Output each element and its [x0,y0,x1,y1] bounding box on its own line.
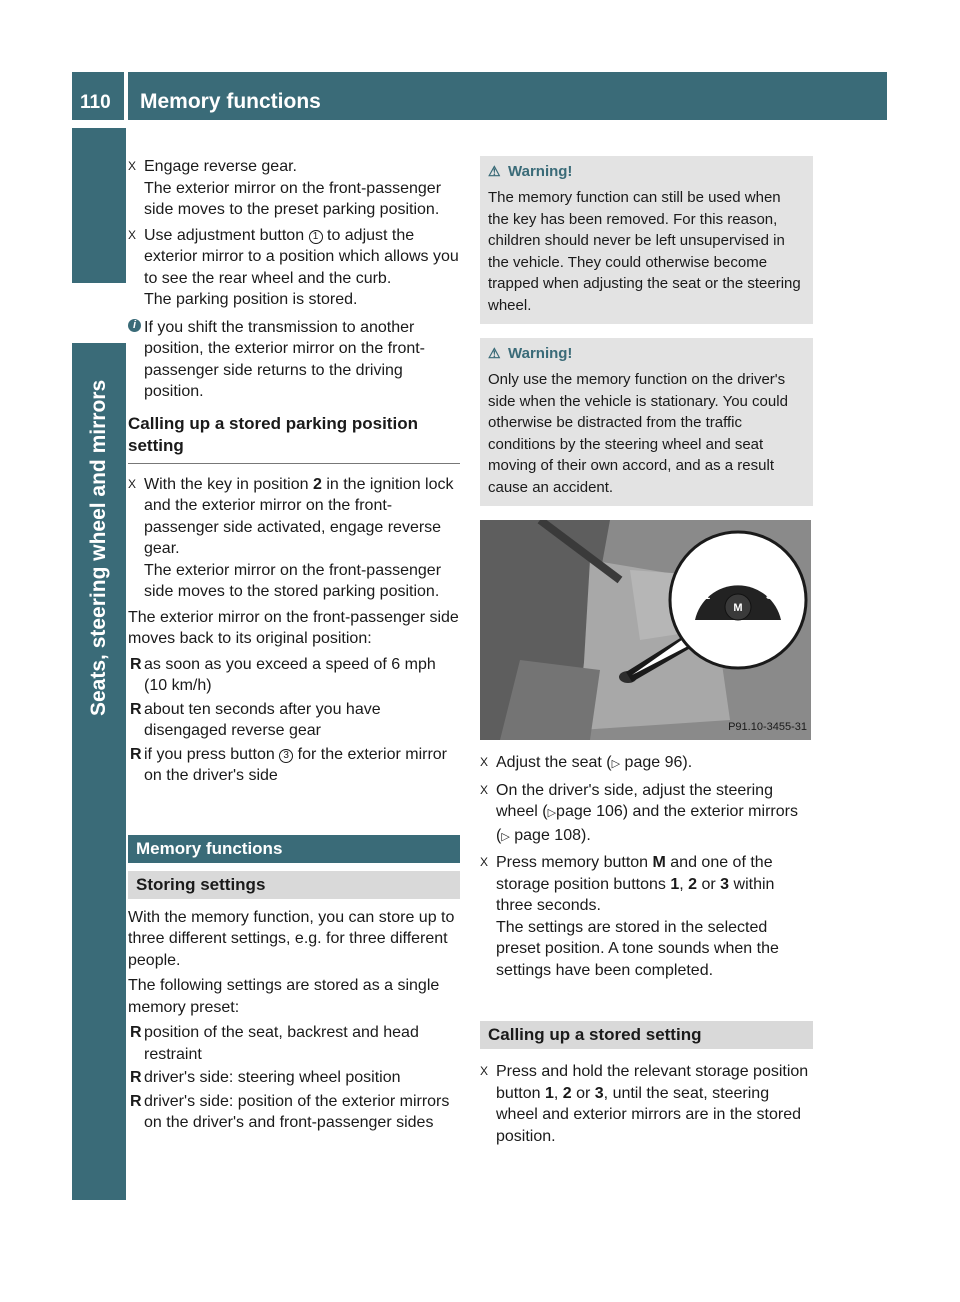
warning-icon: ⚠ [488,163,501,179]
bullet-icon: R [130,1024,142,1041]
step-marker-icon: X [128,476,137,491]
bullet-icon: R [130,1069,142,1086]
right-column [480,156,813,1151]
page-number: 110 [80,92,111,113]
bullet-icon: R [130,745,142,763]
list-item: R if you press button 3 for the exterior mirror on the driver's side [130,745,447,784]
step-marker-icon: X [480,755,489,769]
warning-icon: ⚠ [488,345,501,361]
memory-buttons-photo [480,520,811,740]
step-marker-icon: X [128,227,137,242]
step-adjust-wheel-mirrors: X On the driver's side, adjust the steering wheel (▷page 106) and the exterior mirrors (▷ page 108). [480,781,798,844]
page-title: Memory functions [140,90,321,113]
photo-button-m: M [733,602,743,614]
list-item: R position of the seat, backrest and head restraint [130,1024,419,1063]
paragraph: The exterior mirror on the front-passenger side moves back to its original position: [128,608,459,647]
sidebar-gap [72,283,126,343]
photo-button-2: 2 [734,565,742,577]
info-note: i If you shift the transmission to another position, the exterior mirror on the front-passenger side returns to the driving position. [128,317,460,403]
step-marker-icon: X [480,782,489,797]
page-ref-arrow-icon: ▷ [547,807,557,819]
step-press-hold: X Press and hold the relevant storage position button 1, 2 or 3, until the seat, steering wheel and exterior mirrors are in the stored position. [480,1063,809,1145]
subsection-title: Storing settings [128,871,460,899]
page-ref-arrow-icon: ▷ [611,758,621,770]
subheading-stored-parking: Calling up a stored parking position setting [128,413,460,464]
left-column [128,156,460,1136]
photo-button-3: 3 [765,590,773,602]
list-item: R driver's side: steering wheel position [128,1067,460,1089]
paragraph: The following settings are stored as a single memory preset: [128,977,440,1016]
step-engage-reverse: X Engage reverse gear. The exterior mirror on the front-passenger side moves to the preset parking position. [128,158,442,218]
step-press-memory: X Press memory button M and one of the storage position buttons 1, 2 or 3 within three seconds. The settings are stored in the selected preset position. A tone sounds when the settings have been completed. [480,854,779,979]
photo-code: P91.10-3455-31 [728,720,807,733]
warning-box: ⚠ Warning! The memory function can still be used when the key has been removed. For this reason, children should never be left unsupervised in the vehicle. They could otherwise become trapped when adjusting the seat or the steering wheel. [480,156,813,324]
subsection-title: Calling up a stored setting [480,1021,813,1049]
list-item: R as soon as you exceed a speed of 6 mph (10 km/h) [130,655,436,694]
step-marker-icon: X [480,1064,489,1078]
step-marker-icon: X [480,855,489,869]
page-ref-arrow-icon: ▷ [501,830,510,843]
bullet-icon: R [130,700,142,718]
step-adjust-mirror: X Use adjustment button 1 to adjust the exterior mirror to a position which allows you to see the rear wheel and the curb. The parking position is stored. [128,226,459,308]
bullet-icon: R [130,655,142,673]
warning-box: ⚠ Warning! Only use the memory function on the driver's side when the vehicle is stationary. You could otherwise be distracted from the traffic conditions by the steering wheel and seat moving of their own accord, and as a result cause an accident. [480,338,813,506]
info-icon: i [128,319,141,332]
header-separator [124,72,128,120]
list-item: R driver's side: position of the exterior mirrors on the driver's and front-passenger sides [130,1092,450,1131]
photo-button-1: 1 [703,590,711,602]
list-item: R about ten seconds after you have disengaged reverse gear [130,700,381,739]
bullet-icon: R [130,1092,142,1110]
step-adjust-seat: X Adjust the seat (▷ page 96). [480,752,813,776]
section-title: Memory functions [128,835,460,863]
paragraph: With the memory function, you can store up to three different settings, e.g. for three different people. [128,908,455,969]
step-key-position: X With the key in position 2 in the ignition lock and the exterior mirror on the front-passenger side activated, engage reverse gear. The exterior mirror on the front-passenger side moves to the stored parking position. [128,475,454,600]
button-1-icon: 1 [309,230,323,244]
photo-illustration [480,520,811,740]
step-marker-icon: X [128,159,137,173]
button-3-icon: 3 [279,749,293,763]
